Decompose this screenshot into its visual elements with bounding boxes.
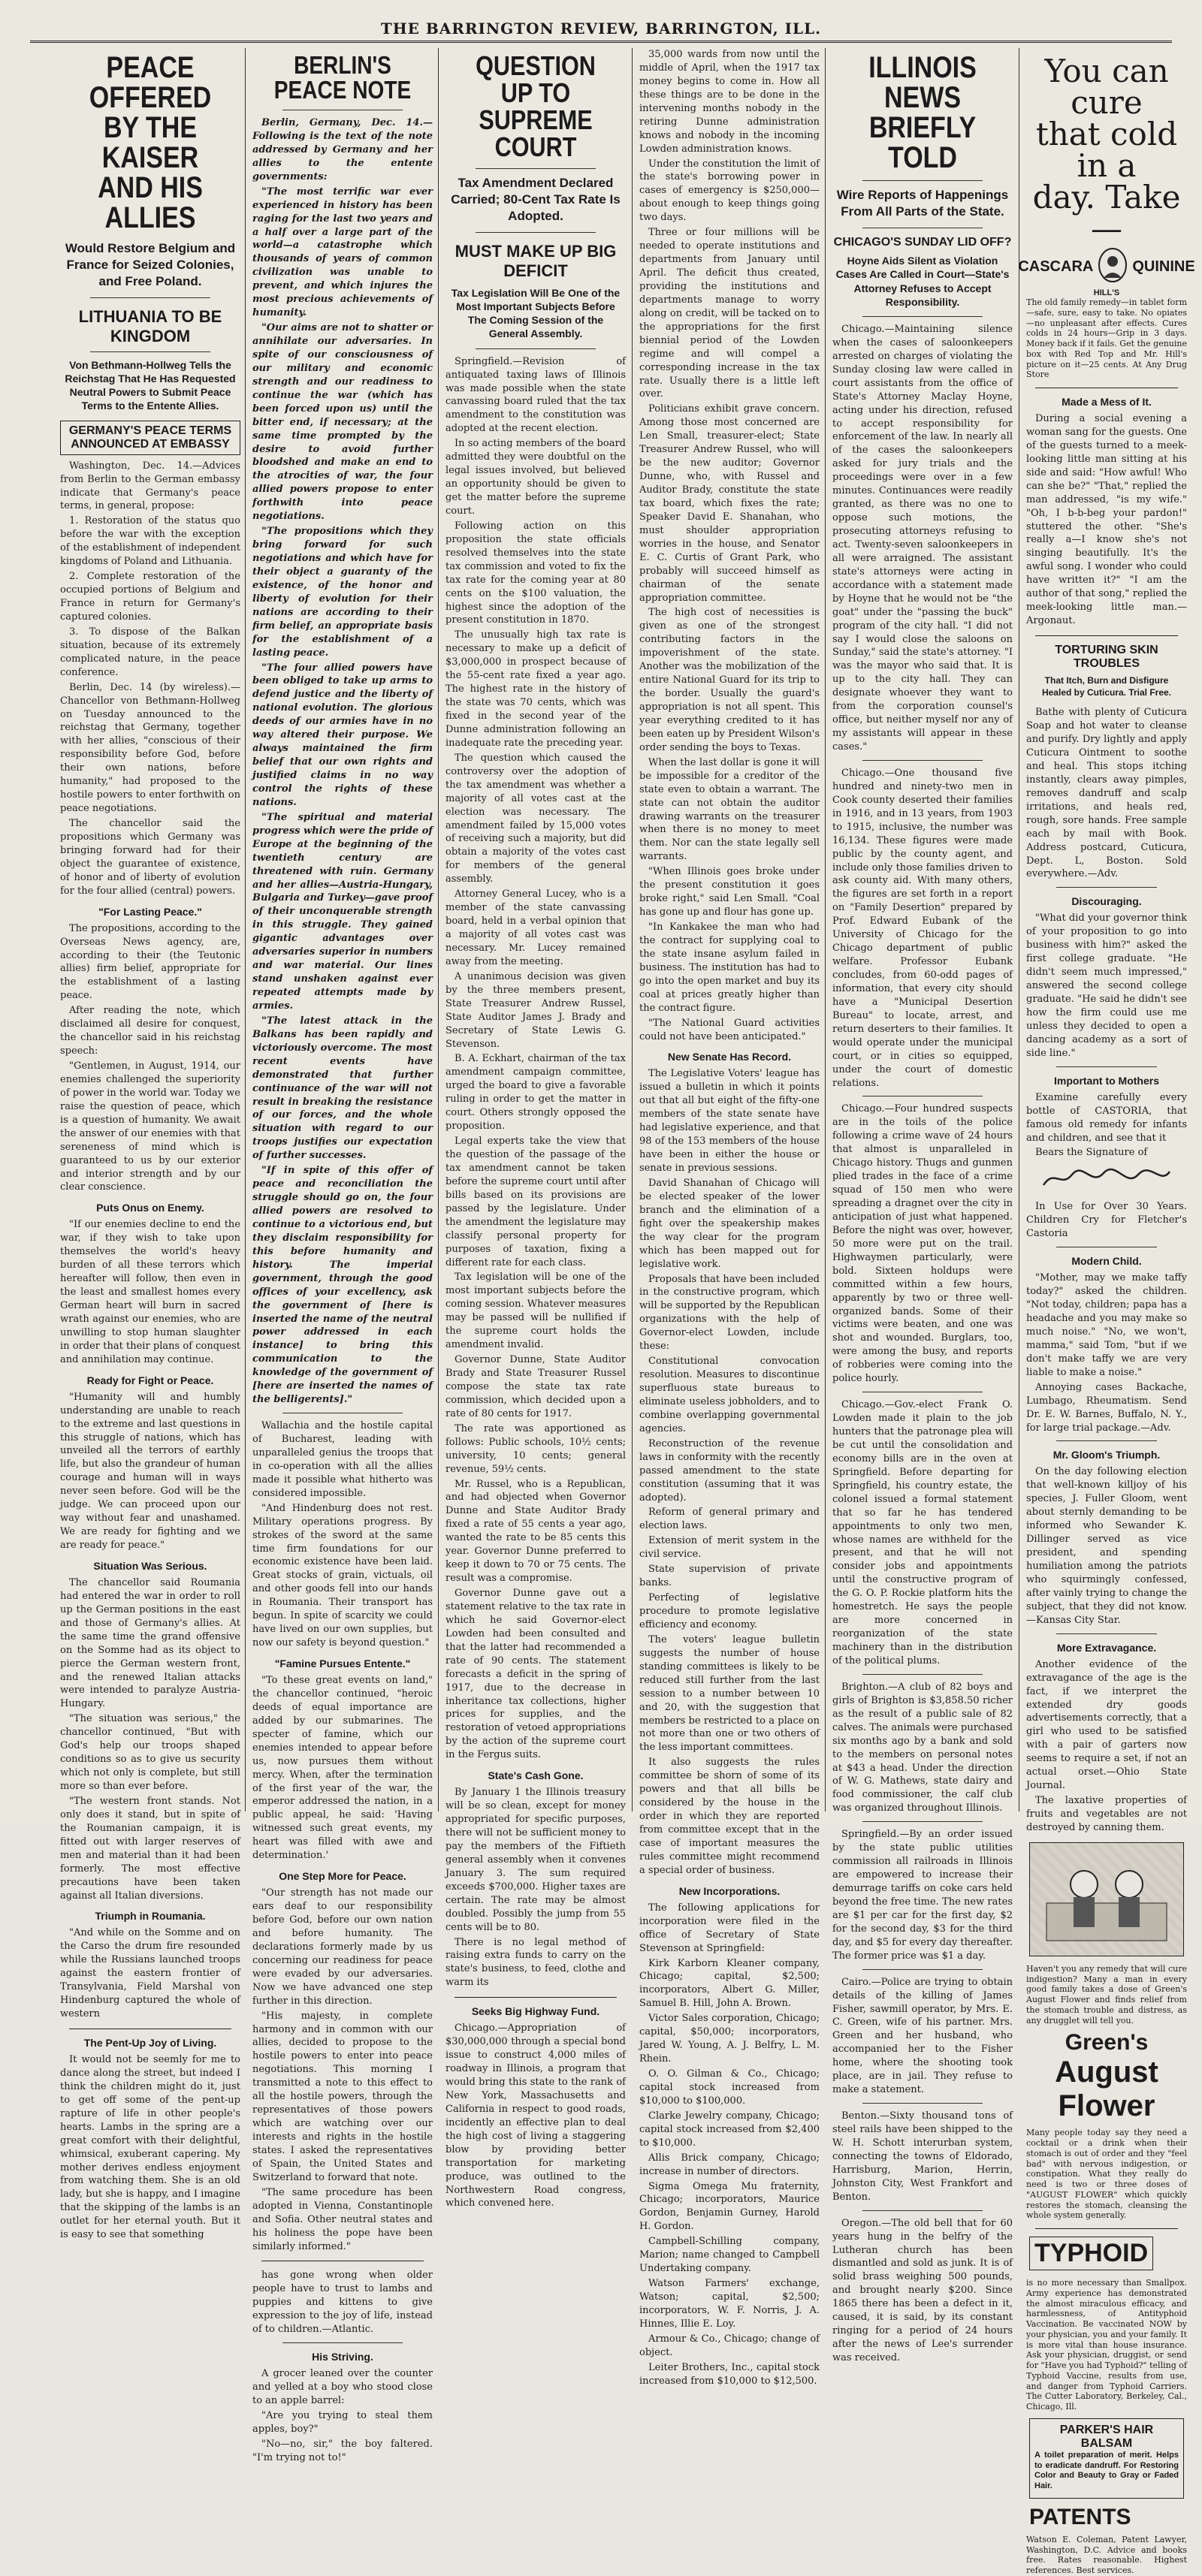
paragraph: 35,000 wards from now until the middle of April, when the 1917 tax money begins to come in. How all these things are to be done in the intervening months nobody in the retiring Dunne administration knows and nobody in the incoming Lowden administration knows. (639, 49, 820, 155)
paragraph: After reading the note, which disclaimed all desire for conquest, the chancellor said in his reichstag speech: (60, 1005, 240, 1057)
paragraph: "The situation was serious," the chancellor continued, "But with God's help our troops shaped conditions so as to give us security which not only is complete, but still more so than ever before. (60, 1713, 240, 1792)
paragraph: Another evidence of the extravagance of the age is the fact, if we interpret the extended dry goods advertisements correctly, that a girl who used to be satisfied with a pair of garters now seems to require a set, if not an actual orset.—Ohio State Journal. (1026, 1658, 1187, 1792)
subhead-deficit: MUST MAKE UP BIG DEFICIT (455, 242, 617, 280)
column-supreme-court (445, 48, 626, 2210)
divider (1056, 887, 1157, 888)
divider (862, 1674, 983, 1675)
subhead-lasting-peace: "For Lasting Peace." (98, 905, 202, 918)
paragraph: Reform of general primary and election laws. (639, 1507, 820, 1532)
column-illinois-news (832, 48, 1013, 2363)
paragraph: A grocer leaned over the counter and yelled at a boy who stood close to an apple barrel: (252, 2368, 433, 2406)
subhead-mess: Made a Mess of It. (1062, 396, 1152, 408)
ad-logo: CASCARA QUININE (1026, 248, 1187, 285)
paragraph: "The four allied powers have been obliged to take up arms to defend justice and the liberty of national evolution. The glorious deeds of our armies have in no way altered their purpose. We always maintained the firm belief that our own rights and justified claims in no way control the rights of these nations. (252, 662, 433, 808)
paragraph: Campbell-Schilling company, Marion; name changed to Campbell Undertaking company. (639, 2236, 820, 2275)
paragraph: The following applications for incorporation were filed in the office of Secretary of State Stevenson at Springfield: (639, 1902, 820, 1954)
paragraph: Chicago.—Gov.-elect Frank O. Lowden made it plain to the job hunters that the patronage plea will be cut until the consolidation and economy bills are in the oven at Springfield. Before departing for Springfield, his country estate, the colonel issued a formal statement that so far he has tendered appointments to only two men, whose names are withheld for the present, and that he will not consider jobs and appointments until the constructive program of the G. O. P. Rockie platform hits the homestretch. He says the people are more concerned in reorganization of the state machinery than in the distribution of the political plums. (832, 1399, 1013, 1667)
subhead-step: One Step More for Peace. (279, 1870, 406, 1883)
paragraph: The Legislative Voters' league has issued a bulletin in which it points out that all but eight of the fifty-one members of the state senate have had legislative experience, and that 98 of the 153 members of the house have been in either the house or senate in previous sessions. (639, 1068, 820, 1174)
paragraph: It would not be seemly for me to dance along the street, but indeed I think the children might do it, just to get off some of the pent-up rapture of life in other people's hearts. Lambs in the spring are a great comfort with their delightful, whimsical, exuberant capering. My mother derives endless enjoyment from watching them. She is an old lady, but she is happy, and I imagine that the skipping of the lambs is an outlet for her eternal youth. But it is easy to see that something (60, 2054, 240, 2241)
paragraph: O. O. Gilman & Co., Chicago; capital stock increased from $10,000 to $100,000. (639, 2068, 820, 2107)
boxhead-peace-terms: GERMANY'S PEACE TERMS ANNOUNCED AT EMBASSY (60, 421, 240, 455)
ad-illustration (1029, 1842, 1184, 1956)
paragraph: The rate was apportioned as follows: Public schools, 10½ cents; university, 10 cents; general revenue, 59½ cents. (445, 1422, 626, 1475)
ad-cascara-quinine: You can cure that cold in a day. Take— CASCARA QUININE HILL'S The old family remedy—in tablet form—safe, sure, easy to take. No opiates—no unpleasant after effects. Cures colds in 24 hours—Grip in 3 days. Money back if it fails. Get the genuine box with Red Top and Mr. Hill's picture on it—25 cents. At Any Drug Store (1018, 53, 1195, 380)
divider (862, 316, 983, 317)
paragraph: A unanimous decision was given by the three members present, State Treasurer Andrew Russel, State Auditor James J. Brady and Secretary of State Lewis G. Stevenson. (445, 970, 626, 1050)
deck: Would Restore Belgium and France for Seized Colonies, and Free Poland. (65, 241, 236, 289)
subhead-mothers: Important to Mothers (1054, 1074, 1159, 1087)
paragraph: "Gentlemen, in August, 1914, our enemies challenged the superiority of power in the world war. Today we raise the question of peace, which is a question of humanity. We await the answer of our enemies with that sereneness of mind which is guaranteed to us by our exterior and interior strength and by our clear conscience. (60, 1060, 240, 1193)
subhead-gloom: Mr. Gloom's Triumph. (1053, 1449, 1161, 1461)
subhead-modern: Modern Child. (1071, 1255, 1142, 1268)
column-rule (438, 48, 439, 1811)
paragraph: When the last dollar is gone it will be impossible for a creditor of the state even to obtain a warrant. The state can not obtain the auditor drawing warrants on the treasurer when there is no money to meet them. Nor can the state legally sell warrants. (639, 756, 820, 863)
paragraph: The high cost of necessities is given as one of the strongest contributing factors in the impoverishment of the state. Another was the mobilization of the entire National Guard for its trip to the border. Usually the guard's appropriation is not all spent. This year everything credited to it has been eaten up by President Wilson's order sending the boys to Texas. (639, 607, 820, 753)
paragraph: Armour & Co., Chicago; change of object. (639, 2333, 820, 2358)
ad-august-flower: August Flower (1055, 2056, 1158, 2123)
paragraph: "Are you trying to steal them apples, boy?" (252, 2409, 433, 2435)
paragraph: State supervision of private banks. (639, 1564, 820, 1589)
paragraph: Leiter Brothers, Inc., capital stock increased from $10,000 to $12,500. (639, 2361, 820, 2387)
paragraph: Oregon.—The old bell that for 60 years hung in the belfry of the Lutheran church has been dismantled and sold as junk. It is of solid brass weighing 500 pounds, and brought nearly $200. Since 1865 there has been a defect in it, caused, it is said, by its constant ringing for a period of 24 hours after the news of Lee's surrender was received. (832, 2217, 1013, 2363)
subhead-serious: Situation Was Serious. (93, 1559, 207, 1572)
subhead-extravagance: More Extravagance. (1056, 1641, 1157, 1654)
paragraph: "The National Guard activities could not have been anticipated." (639, 1017, 820, 1042)
paragraph: In so acting members of the board admitted they were doubtful on the legal issues involved, but believed an opportunity should be given to get the matter before the supreme court. (445, 438, 626, 517)
paragraph: "Humanity will and humbly understanding are unable to reach to the extreme and last questions in this struggle of nations, which has unveiled all the terrors of earthly life, but also the grandeur of human courage and human will in ways never seen before. God will be the judge. We can proceed upon our way without fear and unashamed. We are ready for fighting and we are ready for peace." (60, 1391, 240, 1551)
paragraph: Watson Farmers' exchange, Watson; capital, $2,500; incorporators, W. F. Norris, J. A. Hinnes, Illie E. Loy. (639, 2278, 820, 2330)
paragraph: The laxative properties of fruits and vegetables are not destroyed by canning them. (1026, 1795, 1187, 1833)
paragraph: During a social evening a woman sang for the guests. One of the guests turned to a meek-looking little man sitting at his side and said: "How awful! Who can she be?" "That," replied the man addressed, "is my wife." "Oh, I b-b-beg your pardon!" stuttered the other. "She's really a—I know she's not singing beautifully. It's the awful song. I wonder who could have written it?" "I am the author of that song," replied the meek-looking little man.—Argonaut. (1026, 413, 1187, 627)
paragraph: Chicago.—Maintaining silence when the cases of saloonkeepers arrested on charges of violating the Sunday closing law were called in court assistants from the office of State's Attorney Maclay Hoyne, acting under his direction, refused to accept responsibility for enforcement of the law. In nearly all of the cases the saloonkeepers asked for jury trials and the proceedings were over in a few minutes. Continuances were readily granted, as there was no one to oppose such motions, the prosecuting attorneys refusing to act. Twenty-seven saloonkeepers in all were arraigned. The assistant state's attorneys were acting in accordance with a statement made by Hoyne that he would not be "the goat" under the "passing the buck" program of the city hall. "I did not say I would close the saloons on Sunday," said the state's attorney. "I was the mayor who said that. It is up to the city hall. They can designate whoever they want to from the corporation counsel's office, but neither myself nor any of my assistants will appear in these cases." (832, 323, 1013, 753)
paragraph: Bathe with plenty of Cuticura Soap and hot water to cleanse and purify. Dry lightly and apply Cuticura Ointment to soothe and heal. This stops itching instantly, clears away pimples, removes dandruff and scalp irritations, and heals red, rough, sore hands. Free sample each by mail with Book. Address postcard, Cuticura, Dept. L, Boston. Sold everywhere.—Adv. (1026, 707, 1187, 880)
divider (862, 180, 983, 181)
paragraph: Springfield.—Revision of antiquated taxing laws of Illinois was made possible when the state canvassing board ruled that the tax amendment to the constitution was adopted at the recent election. (445, 355, 626, 435)
paragraph: "The most terrific war ever experienced in history has been raging for the last two years and a half over a large part of the world—a catastrophe which thousands of years of common civilization was unable to prevent, and which injures the most precious achievements of humanity. (252, 186, 433, 319)
paragraph: "To these great events on land," the chancellor continued, "heroic deeds of equal importance are added by our submarines. The specter of famine, which our enemies intended to appear before us, now pursues them without mercy. When, after the termination of the first year of the war, the emperor addressed the nation, in a public appeal, he said: 'Having witnessed such great events, my heart was filled with awe and determination.' (252, 1675, 433, 1862)
paragraph: "The same procedure has been adopted in Vienna, Constantinople and Sofia. Other neutral states and his holiness the pope have been similarly informed." (252, 2186, 433, 2252)
paragraph: Following action on this proposition the state officials resolved themselves into the state tax commission and voted to fix the tax rate for the coming year at 80 cents on the $100 valuation, the highest since the adoption of the present constitution in 1870. (445, 520, 626, 626)
paragraph: Cairo.—Police are trying to obtain details of the killing of James Fisher, sawmill operator, by Mrs. E. C. Green, wife of his partner. Mrs. Green and her husband, who accompanied her to the Fisher home, where the shooting took place, are in jail. They refuse to make a statement. (832, 1976, 1013, 2096)
divider (862, 2103, 983, 2104)
paragraph: Bears the Signature of (1035, 1147, 1148, 1159)
divider (476, 168, 596, 169)
subhead-striving: His Striving. (312, 2351, 373, 2363)
paragraph: Three or four millions will be needed to operate institutions and departments from January until April. The deficit thus created, providing the institutions and departments manage to worry along on credit, will be tacked on to the appropriations for the first biennial period of the Lowden regime and will compel a corresponding increase in the tax rate. Usually there is a little left over. (639, 227, 820, 400)
divider (282, 2342, 403, 2343)
subhead-senate: New Senate Has Record. (667, 1051, 792, 1063)
column-rule (632, 48, 633, 1811)
deck-legislation: Tax Legislation Will Be One of the Most Important Subjects Before The Coming Session of the General Assembly. (451, 286, 621, 340)
divider (476, 232, 596, 233)
divider (862, 760, 983, 761)
paragraph: Attorney General Lucey, who is a member of the state canvassing board, held in a verbal opinion that a majority of all votes cast was necessary. Mr. Lucey remained away from the meeting. (445, 888, 626, 967)
paragraph: In Use for Over 30 Years. Children Cry for Fletcher's Castoria (1026, 1201, 1187, 1240)
deck-wire: Wire Reports of Happenings From All Parts of the State. (836, 188, 1009, 219)
paragraph: Chicago.—Four hundred suspects are in the toils of the police following a crime wave of 24 hours that almost is unparalleled in Chicago history. Thugs and gunmen plied trades in the face of a crime squad of 150 men who were spreading a dragnet over the city in anticipation of just what happened. Before the night was over, however, 50 more were put on the trail. Highwaymen particularly, were bold. Sixteen holdups were committed within a few hours, apparently by two or three well-organized bands. Some of their victims were beaten, and one was shot and wounded. Burglars, too, were among the busy, and reports of robberies were coming into the police hourly. (832, 1103, 1013, 1385)
divider (1056, 1440, 1157, 1441)
fletcher-signature (1026, 1166, 1187, 1194)
column-continued (639, 48, 820, 2387)
paragraph: Chicago.—One thousand five hundred and ninety-two men in Cook county deserted their families in 1916, and in 13 years, from 1903 to 1915, inclusive, the number was 16,134. These figures were made public by the county agent, and include only those families driven to ask county aid. With many others, the figures are set forth in a report on "Family Desertion" prepared by Prof. Edward Eubank of the University of Chicago for the Chicago department of public welfare. Professor Eubank concludes, from 60-odd pages of information, that every city should have a "Municipal Desertion Bureau" to locate, arrest, and return deserters to their families. It would operate under the municipal court, or in cities so equipped, under the court of domestic relations. (832, 767, 1013, 1089)
paragraph: Clarke Jewelry company, Chicago; capital stock increased from $2,400 to $10,000. (639, 2110, 820, 2149)
divider (455, 1997, 617, 1998)
paragraph: "The spiritual and material progress which were the pride of Europe at the beginning of the twentieth century are threatened with ruin. Germany and her allies—Austria-Hungary, Bulgaria and Turkey—gave proof of their unconquerable strength in this struggle. They gained gigantic advantages over adversaries superior in numbers and war material. Our lines stand unshaken against ever repeated attempts made by armies. (252, 811, 433, 1012)
portrait-icon (1098, 248, 1128, 285)
subhead-ready: Ready for Fight or Peace. (86, 1374, 214, 1386)
column-peace-offered (60, 48, 240, 2241)
note-text (252, 116, 433, 1407)
paragraph: Watson E. Coleman, Patent Lawyer, Washington, D.C. Advice and books free. Rates reasonable. Highest references. Best services. (1026, 2534, 1187, 2576)
divider (862, 2210, 983, 2211)
paragraph: The voters' league bulletin suggests the number of house standing committees is likely to be reduced still further from the last session to a number between 10 and 20, with the suggestion that members be restricted to a place on not more than one or two others of the less important committees. (639, 1633, 820, 1754)
paragraph: Benton.—Sixty thousand tons of steel rails have been shipped to the W. H. Schott interurban system, connecting the towns of Eldorado, Harrisburg, Marion, Herrin, Johnston City, West Frankfort and Benton. (832, 2110, 1013, 2203)
deck-reichstag: Von Bethmann-Hollweg Tells the Reichstag That He Has Requested Neutral Powers to Submit Peace Terms to the Entente Allies. (65, 358, 236, 412)
deck-cuticura: That Itch, Burn and Disfigure Healed by Cuticura. Trial Free. (1041, 675, 1172, 698)
column-rule (245, 48, 246, 1811)
paragraph: Brighton.—A club of 82 boys and girls of Brighton is $3,858.50 richer as the result of a public sale of 82 calves. The animals were purchased six months ago by a bank and sold to the members on personal notes at $43 a head. Under the direction of W. G. Mathews, state dairy and food commissioner, the calf club was organized throughout Illinois. (832, 1681, 1013, 1814)
paragraph: "And while on the Somme and on the Carso the drum fire resounded while the Russians launched troops against the eastern frontier of Transylvania, Field Marshal von Hindenburg captured the whole of western (60, 1927, 240, 2020)
paragraph: Tax legislation will be one of the most important subjects before the coming session. Whatever measures may be passed will be nullified if the supreme court holds the amendment invalid. (445, 1271, 626, 1351)
headline-peace-offered: PEACE OFFERED BY THE KAISER AND HIS ALLIES (89, 51, 212, 234)
paragraph: Extension of merit system in the civil service. (639, 1535, 820, 1561)
paragraph: Mr. Russel, who is a Republican, and had objected when Governor Dunne and State Auditor Brady fixed a rate of 55 cents a year ago, wanted the rate to be 85 cents this year. Governor Dunne preferred to keep it down to 70 or 75 cents. The result was a compromise. (445, 1478, 626, 1585)
paragraph: By January 1 the Illinois treasury will be so clean, except for money appropriated for specific purposes, there will not be sufficient money to pay the members of the Fiftieth general assembly when it convenes January 3. The sum required exceeds $700,000. Higher taxes are certain. The rate may be almost doubled. Possibly the jump from 55 cents will be to 80. (445, 1787, 626, 1933)
divider (862, 1969, 983, 1970)
divider (1056, 1066, 1157, 1067)
deck-tax: Tax Amendment Declared Carried; 80-Cent Tax Rate Is Adopted. (451, 176, 621, 224)
paragraph: The unusually high tax rate is necessary to make up a deficit of $3,000,000 in prospect because of the 55-cent rate fixed a year ago. The highest rate in the history of the state was 70 cents, which was fixed in the second year of the Dunne administration following an inadequate rate the preceding year. (445, 629, 626, 749)
paragraph: Governor Dunne, State Auditor Brady and State Treasurer Russel compose the state tax rate commission, which decided upon a rate of 80 cents for 1917. (445, 1354, 626, 1419)
paragraph: "The western front stands. Not only does it stand, but in spite of the Roumanian campaign, it is fitted out with larger reserves of men and material than it had been formerly. The most effective precautions have been taken against all Italian diversions. (60, 1795, 240, 1902)
divider (1035, 635, 1178, 636)
paragraph: "Mother, may we make taffy today?" asked the children. "Not today, children; papa has a headache and you may make so much noise." "No, we won't, mamma," said Tom, "but if we don't make taffy we are very liable to make a noise." (1026, 1272, 1187, 1378)
paragraph: Washington, Dec. 14.—Advices from Berlin to the German embassy indicate that Germany's peace terms, in general, propose: (60, 460, 240, 512)
ad-patents: PATENTS (1029, 2504, 1131, 2529)
paragraph: On the day following election that well-known killjoy of his species, J. Fuller Gloom, went about sternly demanding to be informed who Sewander K. Dillinger served as vice president, and spending humiliation among the patriots who squirmingly confessed, after vainly trying to change the subject, that they did not know.—Kansas City Star. (1026, 1466, 1187, 1626)
deck-hoyne: Hoyne Aids Silent as Violation Cases Are Called in Court—State's Attorney Refuses to Accept Responsibility. (835, 255, 1010, 308)
paragraph: Reconstruction of the revenue laws in conformity with the recently passed amendment to the state constitution (assuming that it was adopted). (639, 1437, 820, 1504)
paragraph: "The latest attack in the Balkans has been rapidly and victoriously overcome. The most recent events have demonstrated that further continuance of the war will not result in breaking the resistance of our forces, and the whole situation with regard to our troops justifies our expectation of further successes. (252, 1015, 433, 1162)
paragraph: Victor Sales corporation, Chicago; capital, $50,000; incorporators, Jared W. Young, A. J. Belfry, L. M. Rhein. (639, 2013, 820, 2065)
paragraph: "Our aims are not to shatter or annihilate our adversaries. In spite of our consciousness of our military and economic strength and our readiness to continue the war (which has been forced upon us) until the bitter end, if necessary; at the same time prompted by the desire to avoid further bloodshed and make an end to the atrocities of war, the four allied powers propose to enter forthwith into peace negotiations. (252, 322, 433, 523)
masthead: THE BARRINGTON REVIEW, BARRINGTON, ILL. (30, 18, 1172, 43)
headline-berlin-note: BERLIN'S PEACE NOTE (273, 51, 412, 104)
subhead-onus: Puts Onus on Enemy. (96, 1202, 204, 1214)
divider (90, 297, 210, 298)
paragraph: Under the constitution the limit of the state's borrowing power in cases of emergency is $250,000—about enough to keep things going two days. (639, 158, 820, 224)
subhead-highway: Seeks Big Highway Fund. (471, 2005, 600, 2018)
paragraph: "And Hindenburg does not rest. Military operations progress. By strokes of the sword at the same time firm foundations for our economic existence have been laid. Great stocks of grain, victuals, oil and other goods fell into our hands in Roumania. Their transport has begun. In spite of scarcity we could have lived on our own supplies, but now our safety is beyond question." (252, 1502, 433, 1649)
subhead-famine: "Famine Pursues Entente." (274, 1658, 411, 1670)
paragraph: It also suggests the rules committee be shorn of some of its powers and that all bills be considered by the house in the order in which they are reported from committee except that in the case of important measures the rules committee might recommend a special order of business. (639, 1757, 820, 1876)
paragraph: Allis Brick company, Chicago; increase in number of directors. (639, 2152, 820, 2177)
paragraph: Politicians exhibit grave concern. Among those most concerned are Len Small, treasurer-elect; State Treasurer Andrew Russel, who will be the new auditor; Governor Dunne, who, with Russel and Auditor Brady, constitute the state tax board, which fixes the rate; Speaker David E. Shanahan, who must shoulder appropriation worries in the house, and Senator E. C. Curtis of Grant Park, who probably will succeed himself as chairman of the senate appropriation committee. (639, 403, 820, 604)
paragraph: "Our strength has not made our ears deaf to our responsibility before God, before our own nation and before humanity. The declarations formerly made by us concerning our readiness for peace were evaded by our adversaries. Now we have advanced one step further in this direction. (252, 1887, 433, 2007)
divider (1035, 2228, 1178, 2229)
column-rule (825, 48, 826, 1811)
ad-parkers: PARKER'S HAIR BALSAM A toilet preparation of merit. Helps to eradicate dandruff. For Restoring Color and Beauty to Gray or Faded Hair. (1029, 2418, 1184, 2499)
paragraph: "No—no, sir," the boy faltered. "I'm trying not to!" (252, 2438, 433, 2463)
paragraph: 1. Restoration of the status quo before the war with the exception of the establishment of independent kingdoms of Poland and Lithuania. (60, 515, 240, 568)
paragraph: There is no legal method of raising extra funds to carry on the state's business, to feed, clothe and warm its (445, 1936, 626, 1989)
paragraph: David Shanahan of Chicago will be elected speaker of the lower branch and the elimination of a fight over the speakership makes the way clear for the program which has been mapped out for legislative work. (639, 1177, 820, 1270)
paragraph: "If our enemies decline to end the war, if they wish to take upon themselves the world's heavy burden of all these terrors which hereafter will follow, then even in the least and smallest homes every German heart will burn in sacred wrath against our enemies, who are unwilling to stop human slaughter in order that their plans of conquest and annihilation may continue. (60, 1219, 240, 1365)
subhead-discouraging: Discouraging. (1071, 895, 1142, 908)
paragraph: "The propositions which they bring forward for such negotiations and which have for their object a guaranty of the existence, of the honor and liberty of evolution for their nations are according to their firm belief, an appropriate basis for the establishment of a lasting peace. (252, 526, 433, 659)
divider (90, 351, 210, 352)
paragraph: has gone wrong when older people have to trust to lambs and puppies and kittens to give expression to the joy of life, instead of to children.—Atlantic. (252, 2270, 433, 2336)
paragraph: is no more necessary than Smallpox. Army experience has demonstrated the almost miraculous efficacy, and harmlessness, of Antityphoid Vaccination. Be vaccinated NOW by your physician, you and your family. It is more vital than house insurance. Ask your physician, druggist, or send for "Have you had Typhoid?" telling of Typhoid Vaccine, results from use, and danger from Typhoid Carriers. The Cutter Laboratory, Berkeley, Cal., Chicago, Ill. (1026, 2278, 1187, 2412)
paragraph: Proposals that have been included in the constructive program, which will be supported by the Republican organizations with the help of Governor-elect Lowden, include these: (639, 1273, 820, 1353)
paragraph: Chicago.—Appropriation of $30,000,000 through a special bond issue to construct 4,000 miles of roadway in Illinois, a program that would bring this state to the rank of New York, Massachusetts and California in respect to good roads, incidently an effective plan to deal the high cost of living a staggering blow by providing better transportation for marketing produce, was outlined to the Northwestern Road congress, which convened here. (445, 2022, 626, 2210)
paragraph: The chancellor said Roumania had entered the war in order to roll up the German positions in the east and those of Germany's allies. At the same time the grand offensive on the Somme had as its object to pierce the German western front, and the renewed Italian attacks were intended to paralyze Austria-Hungary. (60, 1576, 240, 1710)
paragraph: "When Illinois goes broke under the present constitution it goes broke right," said Len Small. "Coal has gone up and flour has gone up. (639, 866, 820, 918)
paragraph: "His majesty, in complete harmony and in common with our allies, decided to propose to the hostile powers to enter into peace negotiations. This morning I transmitted a note to this effect to all the hostile powers, through the representatives of those powers which are watching over our interests and rights in the hostile states. I asked the representatives of Spain, the United States and Switzerland to forward that note. (252, 2010, 433, 2183)
paragraph: 3. To dispose of the Balkan situation, because of its extremely complicated nature, in the peace conference. (60, 626, 240, 678)
column-berlin-note (252, 48, 433, 2463)
paragraph: The propositions, according to the Overseas News agency, are, according to their (the Teutonic allies) firm belief, appropriate for the establishment of a lasting peace. (60, 922, 240, 1002)
paragraph: Many people today say they need a cocktail or a drink when their stomach is out of order and they "feel bad" with nervous indigestion, or constipation. What they really do need is two or three doses of "AUGUST FLOWER" which quickly restores the stomach, cleansing the whole system generally. (1026, 2128, 1187, 2221)
divider (476, 348, 596, 349)
ad-typhoid: TYPHOID (1029, 2237, 1184, 2270)
paragraph: The chancellor said the propositions which Germany was bringing forward had for their object the guarantee of existence, of honor and of liberty of evolution for the four allied (central) powers. (60, 818, 240, 897)
paragraph: Annoying cases Backache, Lumbago, Rheumatism. Send Dr. E. W. Barnes, Buffalo, N. Y., for large trial package.—Adv. (1026, 1381, 1187, 1434)
paragraph: Berlin, Germany, Dec. 14.—Following is the text of the note addressed by Germany and her allies to the entente governments: (252, 117, 433, 182)
subhead-lithuania: LITHUANIA TO BE KINGDOM (78, 307, 222, 345)
paragraph: "What did your governor think of your proposition to go into business with him?" asked the first college graduate. "He didn't seem much impressed," answered the second college graduate. "He said he didn't see how the firm could use me unless they decided to open a dancing academy as a sort of side line." (1026, 912, 1187, 1059)
divider (1056, 1633, 1157, 1634)
paragraph: 2. Complete restoration of the occupied portions of Belgium and France in return for Germany's captured colonies. (60, 571, 240, 623)
paragraph: Wallachia and the hostile capital of Bucharest, leading with unparalleled genius the troops that in co-operation with all the allies made it possible what hitherto was considered impossible. (252, 1420, 433, 1499)
column-ads (1018, 48, 1195, 2576)
paragraph: The question which caused the controversy over the adoption of the tax amendment was whether a majority of all votes cast at the election was necessary. The amendment failed by 15,000 votes of receiving such a majority, but did obtain a majority of the votes cast for members of the general assembly. (445, 752, 626, 885)
paragraph: "If in spite of this offer of peace and reconciliation the struggle should go on, the four allied powers are resolved to continue to a victorious end, but they disclaim responsibility for this before humanity and history. The imperial government, through the good offices of your excellency, ask the government of [here is inserted the name of the neutral power addressed in each instance] to bring this communication to the knowledge of the government of [here are inserted the names of the belligerents]." (252, 1165, 433, 1406)
subhead-sunday-lid: CHICAGO'S SUNDAY LID OFF? (833, 236, 1012, 249)
paragraph: Berlin, Dec. 14 (by wireless).—Chancellor von Bethmann-Hollweg on Tuesday announced to the reichstag that Germany, together with her allies, "conscious of their responsibility before God, before their own nations, before humanity," had proposed to the hostile powers to enter forthwith on peace negotiations. (60, 681, 240, 815)
ad-greens: Green's (1065, 2030, 1149, 2056)
subhead-cash: State's Cash Gone. (488, 1769, 584, 1782)
paragraph: Haven't you any remedy that will cure indigestion? Many a man in every good family takes a dose of Green's August Flower and finds relief from the stomach trouble and distress, as any drugglet will tell you. (1026, 1963, 1187, 2026)
paragraph: Examine carefully every bottle of CASTORIA, that famous old remedy for infants and children, and see that it (1026, 1091, 1187, 1144)
paragraph: Constitutional convocation resolution. Measures to discontinue superfluous state bureaus to eliminate useless jobholders, and to combine overlapping governmental agencies. (639, 1356, 820, 1434)
paragraph: Governor Dunne gave out a statement relative to the tax rate in which he said Governor-elect Lowden had been consulted and that the latter had recommended a rate of 90 cents. The statement forecasts a deficit in the spring of 1917, due to the decrease in inheritance tax collections, higher prices for supplies, and the restoration of vetoed appropriations by the action of the supreme court in the Fergus suits. (445, 1588, 626, 1761)
headline-supreme-court: QUESTION UP TO SUPREME COURT (476, 50, 596, 162)
paragraph: Legal experts take the view that the question of the passage of the tax amendment cannot be taken before the supreme court until after bills based on its provisions are passed by the legislature. Under the amendment the legislature may classify personal property for purposes of taxation, fixing a different rate for each class. (445, 1136, 626, 1268)
paragraph: B. A. Eckhart, chairman of the tax amendment campaign committee, urged the board to give a favorable ruling in order to get the matter in court. Others strongly opposed the proposition. (445, 1053, 626, 1133)
paragraph: Perfecting of legislative procedure to promote legislative efficiency and economy. (639, 1592, 820, 1630)
paragraph: "In Kankakee the man who had the contract for supplying coal to the state insane asylum failed in business. The institution has had to go into the open market and buy its coal at prices greatly higher than the contract figure. (639, 922, 820, 1014)
divider (862, 1821, 983, 1822)
paragraph: Kirk Karborn Kleaner company, Chicago; capital, $2,500; incorporators, Albert G. Miller, Samuel B. Hill, John A. Brown. (639, 1957, 820, 2010)
subhead-joy: The Pent-Up Joy of Living. (83, 2037, 217, 2049)
paragraph: Sigma Omega Mu fraternity, Chicago; incorporators, Maurice Gordon, Benjamin Gurney, Harold H. Gordon. (639, 2180, 820, 2233)
subhead-incorporations: New Incorporations. (678, 1884, 781, 1897)
subhead-skin: TORTURING SKIN TROUBLES (1055, 644, 1158, 670)
paragraph: Springfield.—By an order issued by the state public utilities commission all railroads in Illinois are empowered to increase their demurrage tariffs on coke cars held beyond the free time. The new rates are $1 per car for the first day, $2 for the second day, $3 for the third day, and $5 for every day thereafter. The former price was $1 a day. (832, 1829, 1013, 1962)
subhead-triumph: Triumph in Roumania. (95, 1910, 206, 1923)
headline-illinois-news: ILLINOIS NEWS BRIEFLY TOLD (868, 51, 977, 174)
